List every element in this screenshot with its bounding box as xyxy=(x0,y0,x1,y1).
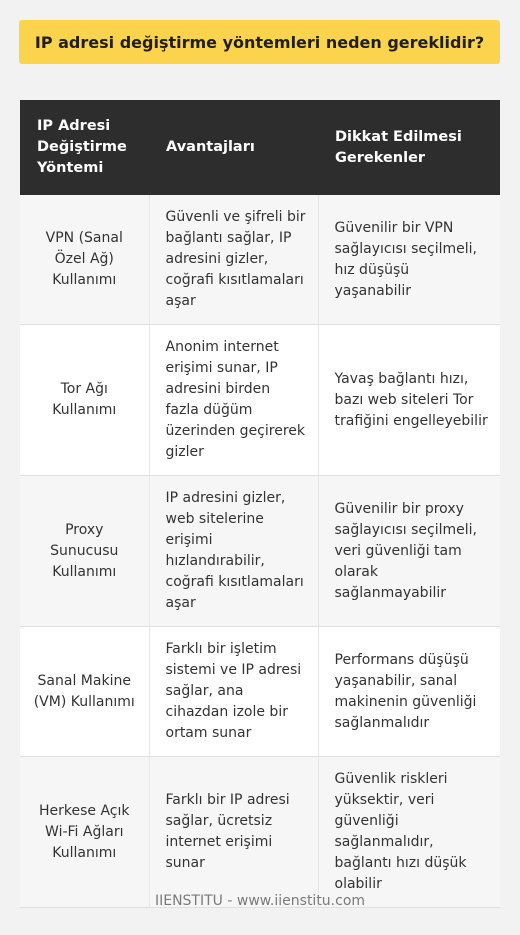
table-row xyxy=(20,325,500,476)
cautions-cell: Performans düşüşü yaşanabilir, sanal makinenin güvenliği sağlanmalıdır xyxy=(318,627,500,757)
table-row xyxy=(20,195,500,325)
table-body xyxy=(20,195,500,908)
advantages-cell: Anonim internet erişimi sunar, IP adresini birden fazla düğüm üzerinden geçirerek gizler xyxy=(149,325,318,476)
method-cell: Sanal Makine (VM) Kullanımı xyxy=(20,627,149,757)
footer-credit: IIENSTITU - www.iienstitu.com xyxy=(154,893,366,909)
table-header xyxy=(20,100,500,195)
header-advantages: Avantajları xyxy=(149,100,318,195)
header-method: IP Adresi Değiştirme Yöntemi xyxy=(20,100,149,195)
cautions-cell: Yavaş bağlantı hızı, bazı web siteleri Tor trafiğini engelleyebilir xyxy=(318,325,500,476)
method-cell: Herkese Açık Wi-Fi Ağları Kullanımı xyxy=(20,757,149,908)
method-cell: Proxy Sunucusu Kullanımı xyxy=(20,476,149,627)
method-cell: Tor Ağı Kullanımı xyxy=(20,325,149,476)
table-row xyxy=(20,627,500,757)
advantages-cell: Güvenli ve şifreli bir bağlantı sağlar, IP adresini gizler, coğrafi kısıtlamaları aşar xyxy=(149,195,318,325)
table-row xyxy=(20,757,500,908)
cautions-cell: Güvenilir bir proxy sağlayıcısı seçilmeli, veri güvenliği tam olarak sağlanmayabilir xyxy=(318,476,500,627)
comparison-table xyxy=(20,100,500,908)
table-header-row xyxy=(20,100,500,195)
method-cell: VPN (Sanal Özel Ağ) Kullanımı xyxy=(20,195,149,325)
advantages-cell: Farklı bir IP adresi sağlar, ücretsiz internet erişimi sunar xyxy=(149,757,318,908)
cautions-cell: Güvenilir bir VPN sağlayıcısı seçilmeli, hız düşüşü yaşanabilir xyxy=(318,195,500,325)
header-cautions: Dikkat Edilmesi Gerekenler xyxy=(318,100,500,195)
cautions-cell: Güvenlik riskleri yüksektir, veri güvenliği sağlanmalıdır, bağlantı hızı düşük olabilir xyxy=(318,757,500,908)
table-row xyxy=(20,476,500,627)
page-title: IP adresi değiştirme yöntemleri neden gereklidir? xyxy=(19,20,500,64)
advantages-cell: IP adresini gizler, web sitelerine erişimi hızlandırabilir, coğrafi kısıtlamaları aşar xyxy=(149,476,318,627)
comparison-table-container xyxy=(20,100,500,908)
advantages-cell: Farklı bir işletim sistemi ve IP adresi sağlar, ana cihazdan izole bir ortam sunar xyxy=(149,627,318,757)
